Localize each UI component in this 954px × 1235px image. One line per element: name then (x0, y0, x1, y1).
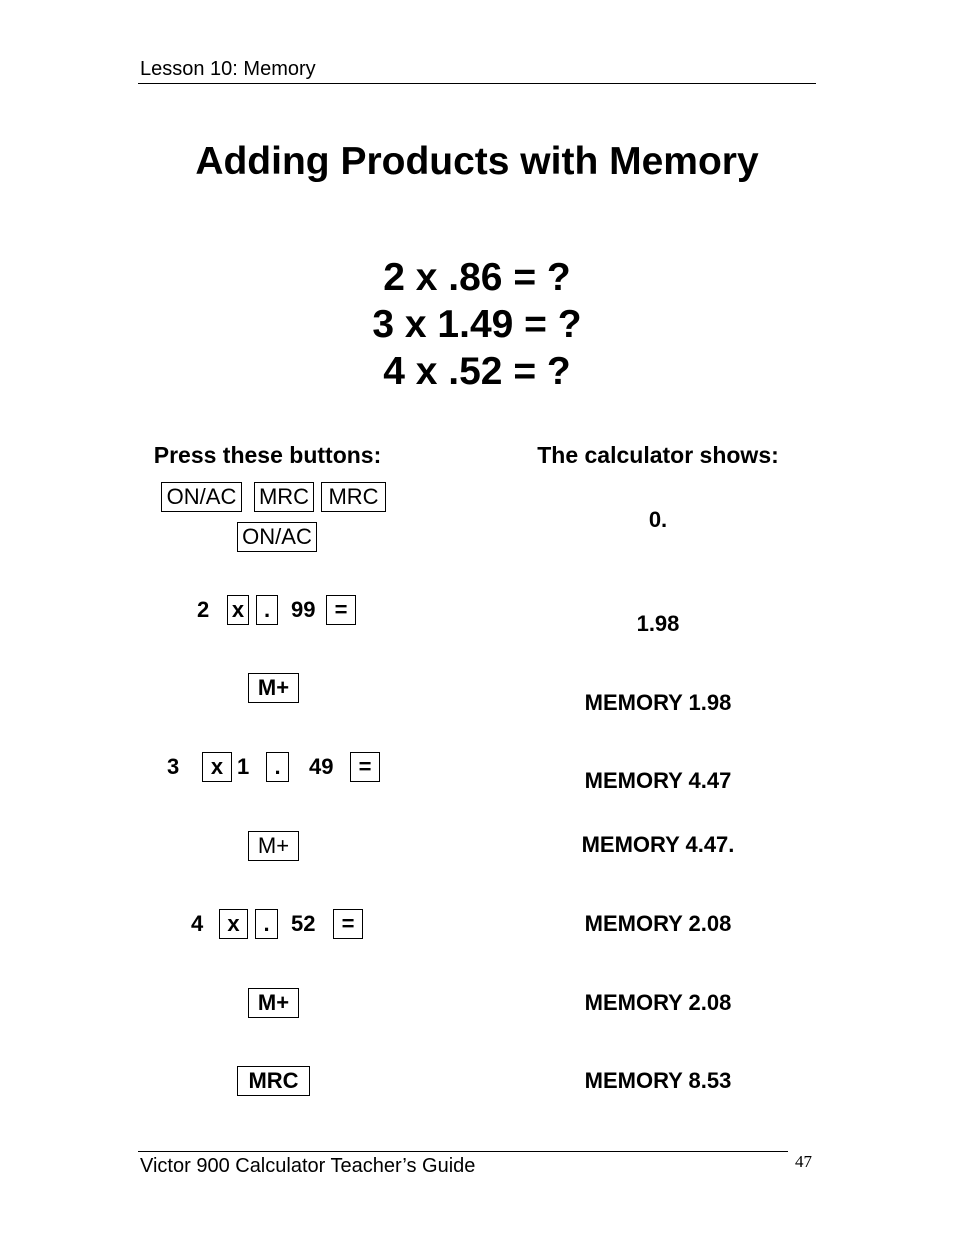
display-readout: MEMORY 2.08 (584, 911, 732, 936)
equation-1: 2 x .86 = ? (383, 256, 571, 299)
mrc-key: MRC (321, 482, 386, 512)
equals-key: = (350, 752, 380, 782)
display-readout: 1.98 (636, 611, 680, 636)
decimal-key: . (255, 909, 278, 939)
equals-key: = (326, 595, 356, 625)
page-title: Adding Products with Memory (195, 140, 759, 183)
m-plus-key: M+ (248, 673, 299, 703)
shows-column-heading: The calculator shows: (537, 442, 779, 468)
multiply-key: x (202, 752, 232, 782)
display-readout: MEMORY 8.53 (584, 1068, 732, 1093)
display-readout: MEMORY 1.98 (584, 690, 732, 715)
mrc-key: MRC (254, 482, 314, 512)
digit-label: 2 (197, 597, 210, 622)
equation-2: 3 x 1.49 = ? (372, 303, 582, 346)
multiply-key: x (219, 909, 248, 939)
digit-label: 52 (291, 911, 316, 936)
equation-3: 4 x .52 = ? (383, 350, 571, 393)
lesson-header: Lesson 10: Memory (140, 58, 316, 80)
digit-label: 1 (237, 754, 250, 779)
on-ac-key: ON/AC (161, 482, 242, 512)
m-plus-key: M+ (248, 831, 299, 861)
equals-key: = (333, 909, 363, 939)
display-readout: 0. (648, 507, 668, 532)
footer-divider (138, 1151, 788, 1152)
display-readout: MEMORY 4.47 (584, 768, 732, 793)
m-plus-key: M+ (248, 988, 299, 1018)
decimal-key: . (256, 595, 278, 625)
buttons-column-heading: Press these buttons: (153, 442, 382, 468)
digit-label: 49 (309, 754, 334, 779)
digit-label: 3 (167, 754, 180, 779)
display-readout: MEMORY 4.47. (581, 832, 735, 857)
display-readout: MEMORY 2.08 (584, 990, 732, 1015)
mrc-key: MRC (237, 1066, 310, 1096)
header-divider (138, 83, 816, 84)
on-ac-key: ON/AC (237, 522, 317, 552)
page-number: 47 (795, 1152, 812, 1171)
digit-label: 99 (291, 597, 316, 622)
digit-label: 4 (191, 911, 204, 936)
multiply-key: x (227, 595, 249, 625)
decimal-key: . (266, 752, 289, 782)
footer-guide-title: Victor 900 Calculator Teacher’s Guide (140, 1155, 476, 1177)
